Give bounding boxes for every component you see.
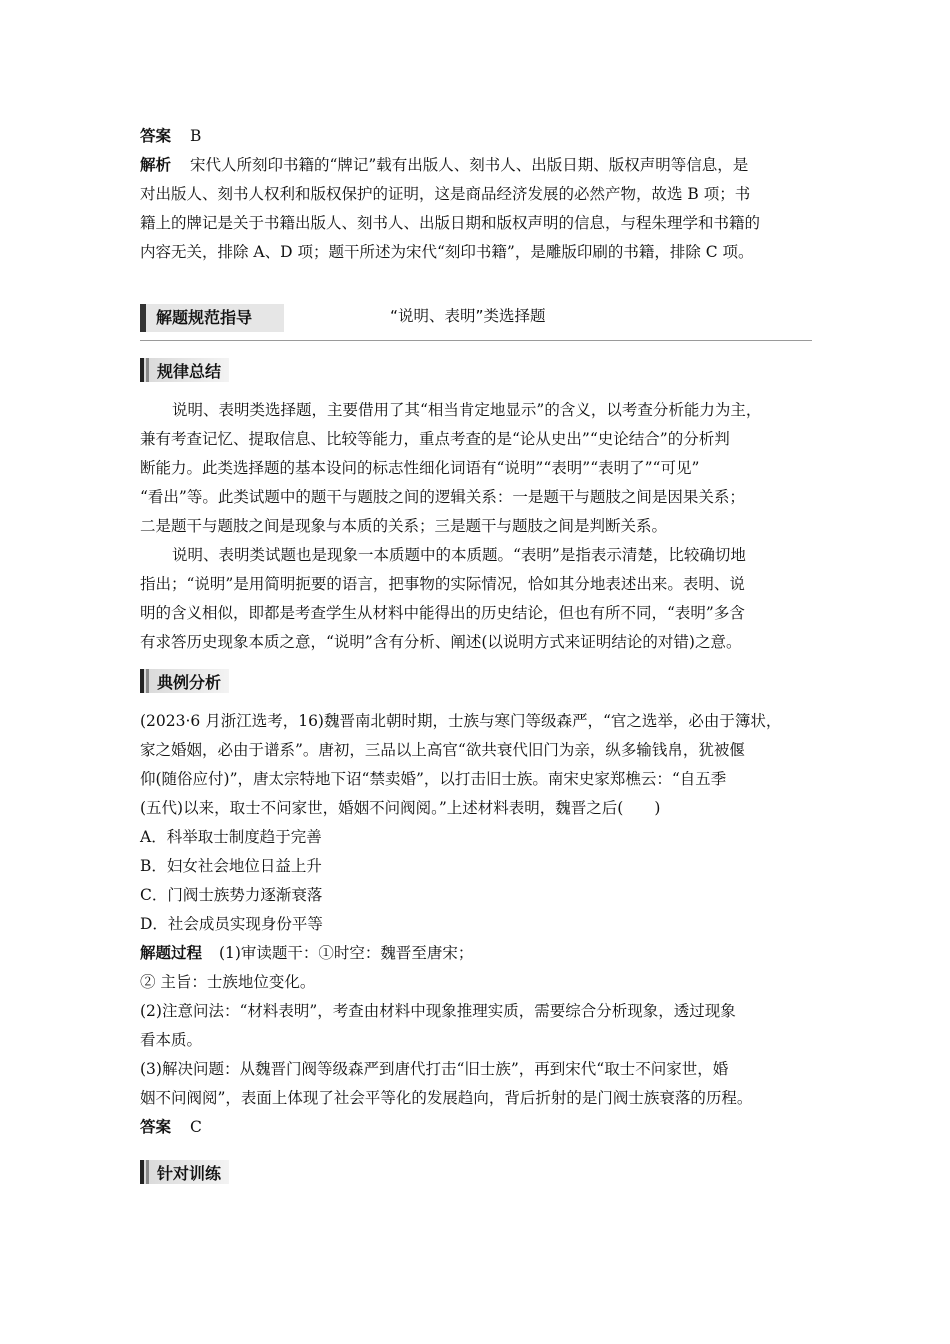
analysis-line: 籍上的牌记是关于书籍出版人、刻书人、出版日期和版权声明的信息，与程朱理学和书籍的 xyxy=(140,214,761,232)
rules-line: “看出”等。此类试题中的题干与题肢之间的逻辑关系：一是题干与题肢之间是因果关系； xyxy=(140,488,745,506)
option-b: B．妇女社会地位日益上升 xyxy=(140,857,322,875)
example-body xyxy=(140,707,812,1142)
rules-line: 说明、表明类试题也是现象一本质题中的本质题。“表明”是指表示清楚，比较确切地 xyxy=(172,546,746,564)
process-line: 姻不问阀阅”，表面上体现了社会平等化的发展趋向，背后折射的是门阀士族衰落的历程。 xyxy=(140,1089,753,1107)
analysis-text: 宋代人所刻印书籍的“牌记”载有出版人、刻书人、出版日期、版权声明等信息，是 xyxy=(189,156,749,174)
rules-line: 明的含义相似，即都是考查学生从材料中能得出的历史结论，但也有所不同，“表明”多含 xyxy=(140,604,745,622)
heading-marker xyxy=(140,1160,144,1184)
section-title: 规律总结 xyxy=(157,361,222,381)
answer-value: C xyxy=(189,1118,202,1136)
section-title: 针对训练 xyxy=(157,1163,222,1183)
option-c: C．门阀士族势力逐渐衰落 xyxy=(140,886,323,904)
process-line: 看本质。 xyxy=(140,1031,203,1049)
rules-line: 兼有考查记忆、提取信息、比较等能力，重点考查的是“论从史出”“史论结合”的分析判 xyxy=(140,430,730,448)
section-heading-example xyxy=(140,669,229,693)
heading-marker xyxy=(146,669,149,693)
option-d: D．社会成员实现身份平等 xyxy=(140,915,323,933)
question-line: 家之婚姻，必由于谱系”。唐初，三品以上高官“欲共衰代旧门为亲，纵多输钱帛，犹被偃 xyxy=(140,741,745,759)
process-line: ② 主旨：士族地位变化。 xyxy=(140,973,316,991)
rules-line: 二是题干与题肢之间是现象与本质的关系；三是题干与题肢之间是判断关系。 xyxy=(140,517,668,535)
process-line xyxy=(140,939,812,968)
analysis-line: 对出版人、刻书人权利和版权保护的证明，这是商品经济发展的必然产物，故选 B 项；书 xyxy=(140,185,751,203)
heading-marker xyxy=(146,358,149,382)
process-text: (1)审读题干：①时空：魏晋至唐宋； xyxy=(218,944,474,962)
answer-line xyxy=(140,1113,812,1142)
guide-header xyxy=(140,300,812,341)
heading-marker xyxy=(140,669,144,693)
heading-marker xyxy=(140,358,144,382)
question-line: (2023·6 月浙江选考，16)魏晋南北朝时期，士族与寒门等级森严，“官之选举，必由于簿状， xyxy=(140,712,782,730)
analysis-line xyxy=(140,151,812,180)
question-line: (五代)以来，取士不问家世，婚姻不问阀阅。”上述材料表明，魏晋之后( ) xyxy=(140,799,661,817)
answer-label: 答案 xyxy=(140,127,172,145)
rules-line: 断能力。此类选择题的基本设问的标志性细化词语有“说明”“表明”“表明了”“可见” xyxy=(140,459,700,477)
section-heading-practice xyxy=(140,1160,229,1184)
analysis-label: 解析 xyxy=(140,156,172,174)
option-a: A．科举取士制度趋于完善 xyxy=(140,828,322,846)
section-title: 典例分析 xyxy=(157,672,222,692)
answer-analysis-block xyxy=(140,122,812,267)
process-label: 解题过程 xyxy=(140,944,203,962)
rules-body xyxy=(140,396,812,657)
guide-label: 解题规范指导 xyxy=(140,304,284,332)
process-line: (2)注意问法：“材料表明”，考查由材料中现象推理实质，需要综合分析现象，透过现象 xyxy=(140,1002,736,1020)
rules-line: 指出；“说明”是用简明扼要的语言，把事物的实际情况，恰如其分地表述出来。表明、说 xyxy=(140,575,745,593)
answer-label: 答案 xyxy=(140,1118,172,1136)
section-heading-rules xyxy=(140,358,229,382)
question-line: 仰(随俗应付)”，唐太宗特地下诏“禁卖婚”，以打击旧士族。南宋史家郑樵云：“自五季 xyxy=(140,770,727,788)
process-line: (3)解决问题：从魏晋门阀等级森严到唐代打击“旧士族”，再到宋代“取士不问家世，婚 xyxy=(140,1060,729,1078)
rules-line: 说明、表明类选择题，主要借用了其“相当肯定地显示”的含义，以考查分析能力为主， xyxy=(172,401,762,419)
rules-line: 有求答历史现象本质之意，“说明”含有分析、阐述(以说明方式来证明结论的对错)之意。 xyxy=(140,633,742,651)
guide-title: “说明、表明”类选择题 xyxy=(390,307,546,325)
analysis-line: 内容无关，排除 A、D 项；题干所述为宋代“刻印书籍”，是雕版印刷的书籍，排除 C 项。 xyxy=(140,243,754,261)
answer-line xyxy=(140,122,812,151)
heading-marker xyxy=(146,1160,149,1184)
answer-value: B xyxy=(189,127,202,145)
